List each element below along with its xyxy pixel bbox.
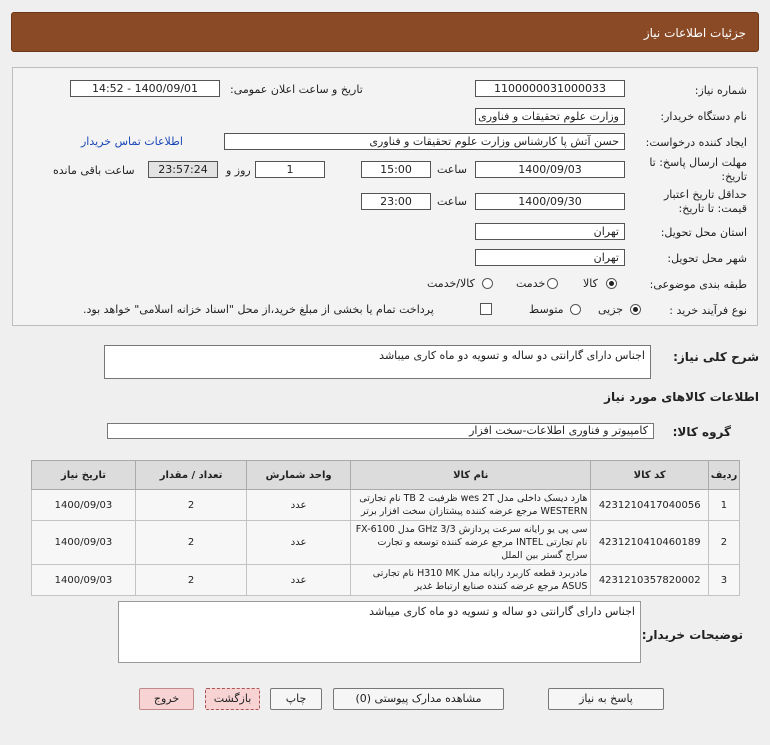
row-number: 3 (708, 565, 739, 596)
category-option-goods-service: کالا/خدمت (427, 277, 475, 290)
item-unit: عدد (247, 565, 351, 596)
province-field: تهران (475, 223, 625, 240)
category-radio-service[interactable] (547, 278, 558, 289)
row-number: 1 (708, 490, 739, 521)
buyer-org-field: وزارت علوم تحقیقات و فناوری (475, 108, 625, 125)
deadline-time-label: ساعت (437, 163, 467, 176)
process-option-minor: جزیی (598, 303, 624, 316)
city-field: تهران (475, 249, 625, 266)
col-unit-header: واحد شمارش (247, 461, 351, 490)
print-button[interactable]: چاپ (270, 688, 322, 710)
reply-button[interactable]: پاسخ به نیاز (548, 688, 664, 710)
exit-button[interactable]: خروج (139, 688, 194, 710)
announce-field: 1400/09/01 - 14:52 (70, 80, 220, 97)
buyer-org-label: نام دستگاه خریدار: (660, 110, 747, 123)
summary-label: شرح کلی نیاز: (673, 350, 759, 364)
page-title: جزئیات اطلاعات نیاز (643, 26, 746, 40)
table-row[interactable] (32, 565, 740, 596)
days-label: روز و (226, 164, 251, 177)
announce-label: تاریخ و ساعت اعلان عمومی: (230, 83, 363, 96)
buyer-notes-field (118, 601, 641, 663)
payment-note: پرداخت تمام یا بخشی از مبلغ خرید،از محل "اسناد خزانه اسلامی" خواهد بود. (83, 303, 434, 316)
category-option-goods: کالا (583, 277, 598, 290)
days-field: 1 (255, 161, 325, 178)
remaining-time-field: 23:57:24 (148, 161, 218, 178)
category-option-service: خدمت (516, 277, 546, 290)
summary-text: اجناس دارای گارانتی دو ساله و تسویه دو ماه کاری میباشد (379, 349, 645, 362)
process-radio-medium[interactable] (570, 304, 581, 315)
row-number: 2 (708, 521, 739, 565)
item-name: مادربرد قطعه کاربرد رایانه مدل H310 MK نام تجارتی ASUS مرجع عرضه کننده صنایع ارتباط غدیر (351, 565, 591, 596)
item-qty: 2 (135, 565, 246, 596)
city-label: شهر محل تحویل: (667, 252, 747, 265)
buyer-contact-link[interactable]: اطلاعات تماس خریدار (81, 135, 183, 148)
deadline-label-line1: مهلت ارسال پاسخ: تا (649, 156, 747, 169)
validity-time-label: ساعت (437, 195, 467, 208)
attachments-button[interactable]: مشاهده مدارک پیوستی (0) (333, 688, 504, 710)
item-code: 4231210410460189 (591, 521, 709, 565)
category-radio-goods-service[interactable] (482, 278, 493, 289)
table-row[interactable] (32, 521, 740, 565)
requester-label: ایجاد کننده درخواست: (645, 136, 747, 149)
item-date: 1400/09/03 (32, 521, 136, 565)
validity-date-field: 1400/09/30 (475, 193, 625, 210)
treasury-checkbox[interactable] (480, 303, 492, 315)
col-code-header: کد کالا (591, 461, 709, 490)
validity-time-field: 23:00 (361, 193, 431, 210)
item-name: سی پی یو رایانه سرعت پردازش GHz 3/3 مدل FX-6100 نام تجارتی INTEL مرجع عرضه کننده توسعه و تجارت سراج گستر بین الملل (351, 521, 591, 565)
col-row-header: ردیف (708, 461, 739, 490)
province-label: استان محل تحویل: (660, 226, 747, 239)
deadline-time-field: 15:00 (361, 161, 431, 178)
col-date-header: تاریخ نیاز (32, 461, 136, 490)
need-number-label: شماره نیاز: (694, 84, 747, 97)
item-code: 4231210357820002 (591, 565, 709, 596)
validity-label-line2: قیمت: تا تاریخ: (678, 202, 747, 215)
deadline-label-line2: تاریخ: (721, 170, 747, 183)
need-details-panel (12, 67, 758, 326)
back-button[interactable]: بازگشت (205, 688, 260, 710)
col-name-header: نام کالا (351, 461, 591, 490)
page-header (11, 12, 759, 52)
item-code: 4231210417040056 (591, 490, 709, 521)
process-option-medium: متوسط (529, 303, 564, 316)
item-unit: عدد (247, 521, 351, 565)
remaining-label: ساعت باقی مانده (53, 164, 135, 177)
item-qty: 2 (135, 490, 246, 521)
summary-field (104, 345, 651, 379)
validity-label-line1: حداقل تاریخ اعتبار (663, 188, 747, 201)
item-unit: عدد (247, 490, 351, 521)
item-date: 1400/09/03 (32, 565, 136, 596)
buyer-notes-label: توضیحات خریدار: (641, 628, 743, 642)
goods-group-field: کامپیوتر و فناوری اطلاعات-سخت افزار (107, 423, 654, 439)
goods-table (31, 460, 740, 596)
item-name: هارد دیسک داخلی مدل wes 2T ظرفیت 2 TB نام تجارتی WESTERN مرجع عرضه کننده پیشتازان سخت افزار برتر (351, 490, 591, 521)
category-radio-goods[interactable] (606, 278, 617, 289)
goods-section-title: اطلاعات کالاهای مورد نیاز (604, 390, 759, 404)
buyer-notes-text: اجناس دارای گارانتی دو ساله و تسویه دو ماه کاری میباشد (369, 605, 635, 618)
requester-field: حسن آتش پا کارشناس وزارت علوم تحقیقات و فناوری (224, 133, 625, 150)
process-radio-minor[interactable] (630, 304, 641, 315)
deadline-date-field: 1400/09/03 (475, 161, 625, 178)
category-label: طبقه بندی موضوعی: (649, 278, 747, 291)
goods-group-label: گروه کالا: (672, 425, 731, 439)
item-date: 1400/09/03 (32, 490, 136, 521)
item-qty: 2 (135, 521, 246, 565)
table-header-row (32, 461, 740, 490)
need-number-field: 1100000031000033 (475, 80, 625, 97)
col-qty-header: تعداد / مقدار (135, 461, 246, 490)
table-row[interactable] (32, 490, 740, 521)
process-label: نوع فرآیند خرید : (669, 304, 747, 317)
